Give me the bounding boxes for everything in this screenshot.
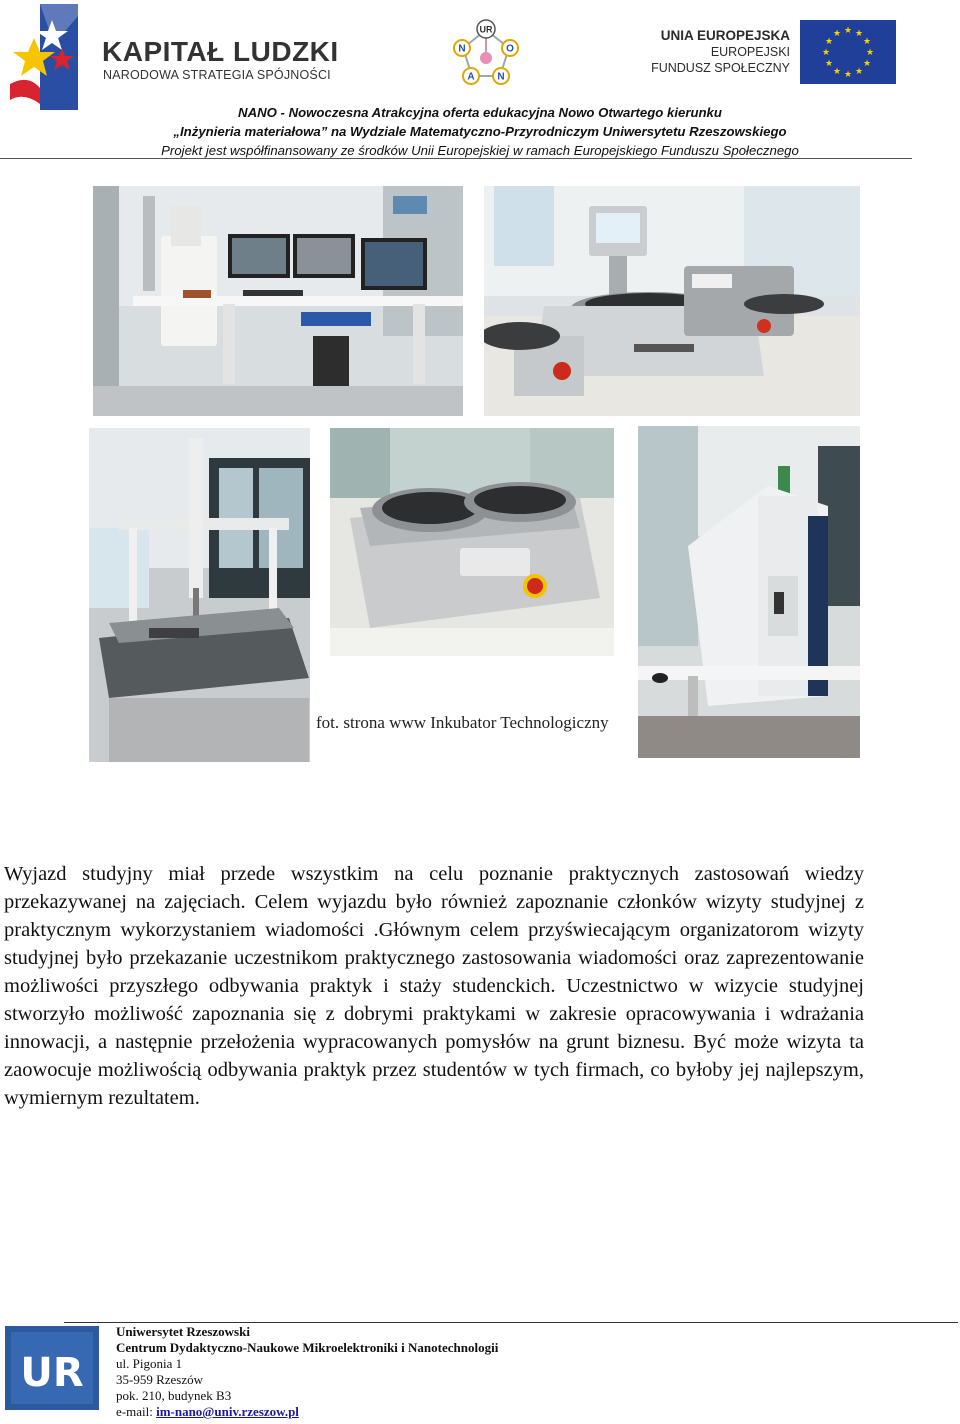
n-letter: N bbox=[458, 43, 466, 55]
svg-text:★: ★ bbox=[843, 26, 853, 36]
project-line-2: „Inżynieria materiałowa” na Wydziale Matematyczno-Przyrodniczym Uniwersytetu Rzeszowskiego bbox=[173, 124, 787, 139]
svg-text:★: ★ bbox=[865, 48, 875, 58]
svg-text:★: ★ bbox=[832, 29, 842, 39]
eu-flag-icon bbox=[800, 20, 896, 84]
university-logo-text: UR bbox=[20, 1350, 84, 1396]
footer-university: Uniwersytet Rzeszowski bbox=[116, 1324, 250, 1339]
n2-letter: N bbox=[497, 71, 505, 83]
footer-email-label: e-mail: bbox=[116, 1404, 157, 1419]
footer-centre: Centrum Dydaktyczno-Naukowe Mikroelektroniki i Nanotechnologii bbox=[116, 1340, 499, 1355]
microscope-lab-photo bbox=[93, 186, 463, 416]
o-letter: O bbox=[506, 43, 514, 55]
kapital-ludzki-title: KAPITAŁ LUDZKI bbox=[102, 36, 339, 67]
nano-ur-logo-icon bbox=[450, 18, 522, 88]
university-logo-icon bbox=[5, 1326, 99, 1410]
eu-text-block bbox=[650, 28, 790, 76]
footer-city: 35-959 Rzeszów bbox=[116, 1372, 204, 1387]
svg-text:★: ★ bbox=[854, 29, 864, 39]
svg-text:★: ★ bbox=[824, 59, 834, 69]
footer-room: pok. 210, budynek B3 bbox=[116, 1388, 232, 1403]
kapital-ludzki-logo-icon bbox=[10, 4, 78, 110]
svg-text:★: ★ bbox=[854, 67, 864, 77]
project-line-1: NANO - Nowoczesna Atrakcyjna oferta edukacyjna Nowo Otwartego kierunku bbox=[238, 105, 722, 120]
project-line-3: Projekt jest współfinansowany ze środków Unii Europejskiej w ramach Europejskiego Funduszu Społecznego bbox=[161, 143, 799, 158]
polishing-machine-photo bbox=[330, 428, 614, 656]
svg-text:★: ★ bbox=[821, 48, 831, 58]
footer-divider bbox=[64, 1322, 958, 1323]
ur-letter: UR bbox=[479, 24, 493, 35]
footer-address bbox=[116, 1324, 498, 1420]
spectrometer-photo bbox=[638, 426, 860, 758]
project-description bbox=[0, 103, 960, 160]
footer-email-row bbox=[116, 1404, 498, 1420]
photo-caption: fot. strona www Inkubator Technologiczny bbox=[316, 713, 609, 732]
eu-fund-label-2: FUNDUSZ SPOŁECZNY bbox=[651, 61, 790, 75]
footer-email-link[interactable]: im-nano@univ.rzeszow.pl bbox=[156, 1404, 299, 1419]
header-divider bbox=[0, 158, 912, 159]
eu-fund-label-1: EUROPEJSKI bbox=[710, 45, 790, 59]
kapital-ludzki-subtitle: NARODOWA STRATEGIA SPÓJNOŚCI bbox=[103, 68, 331, 82]
grinding-machine-photo bbox=[484, 186, 860, 416]
svg-text:★: ★ bbox=[862, 37, 872, 47]
svg-text:★: ★ bbox=[832, 67, 842, 77]
svg-text:★: ★ bbox=[824, 37, 834, 47]
svg-text:★: ★ bbox=[843, 70, 853, 80]
svg-text:★: ★ bbox=[862, 59, 872, 69]
footer-street: ul. Pigonia 1 bbox=[116, 1356, 183, 1371]
body-paragraph: Wyjazd studyjny miał przede wszystkim na celu poznanie praktycznych zastosowań wiedzy przekazywanej na zajęciach. Celem wyjazdu było również zapoznanie członków wizyty studyjnej z praktycznym wykorzystaniem wiadomości .Głównym celem przyświecającym organizatorom wizyty studyjnej było przekazanie uczestnikom praktycznego zastosowania wiadomości oraz zaprezentowanie możliwości przyszłego odbywania praktyk i staży studenckich. Uczestnictwo w wizycie studyjnej stworzyło możliwość zapoznania się z dobrymi praktykami w zakresie opracowywania i wdrażania innowacji, a następnie przełożenia wypracowanych pomysłów na grunt biznesu. Być może wizyta ta zaowocuje możliwością odbywania praktyk przez studentów w tych firmach, co byłoby jej najlepszym, wymiernym rezultatem. bbox=[4, 863, 864, 1109]
measuring-machine-photo bbox=[89, 428, 310, 762]
a-letter: A bbox=[467, 71, 475, 83]
eu-union-label: UNIA EUROPEJSKA bbox=[660, 28, 790, 43]
